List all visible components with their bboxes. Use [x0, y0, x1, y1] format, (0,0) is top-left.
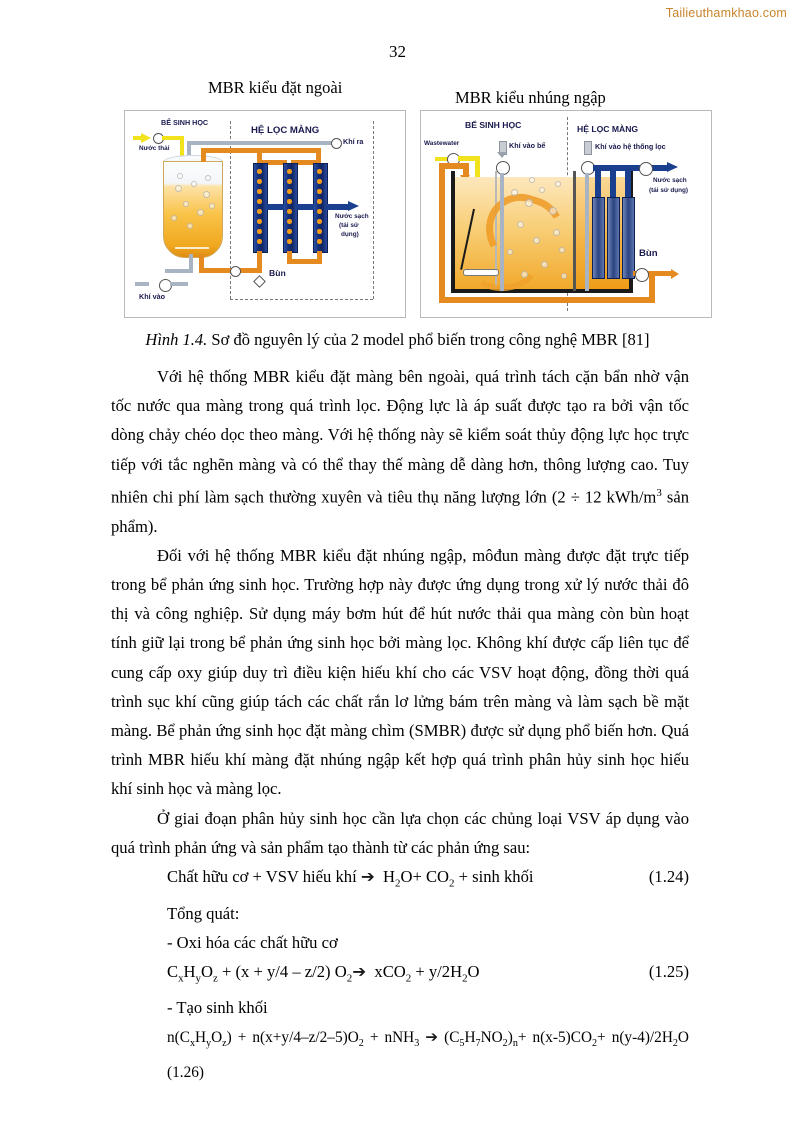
label-clean-water: Nước sạch — [335, 213, 369, 220]
equation-2-line — [111, 957, 689, 994]
label-membrane-title: HỆ LỌC MÀNG — [251, 125, 320, 136]
label-bio-tank-title: BỂ SINH HỌC — [161, 118, 209, 127]
submerged-module-3 — [622, 197, 635, 279]
arrow-icon: ➔ — [425, 1027, 439, 1046]
paragraph-2: Đối với hệ thống MBR kiểu đặt nhúng ngập, môđun màng được đặt trực tiếp trong bể phản ứng sinh học. Trường hợp này được ứng dụng trong xử lý nước thải đô thị và công nghiệp. Sử dụng máy bơm hút để hút nước thải qua màng còn bùn hoạt tính giữ lại trong bể phản ứng sinh học bởi màng lọc. Không khí được cấp liên tục để cung cấp oxy giúp duy trì điều kiện hiếu khí cho các VSV hoạt động, đồng thời quá trình sục khí cũng giúp tách các chất rắn lơ lửng bám trên màng và làm sạch bề mặt màng. Bể phản ứng sinh học đặt màng chìm (SMBR) được sử dụng phổ biến hơn. Quá trình MBR hiếu khí màng đặt nhúng ngập kết hợp quá trình phân hủy sinh học hiếu khí sinh học và màng lọc. — [111, 545, 689, 799]
pipe-grey-top — [187, 141, 335, 145]
pipe-orange-riser-bottom — [199, 254, 204, 273]
label-air-in: Khí vào — [139, 292, 165, 301]
module-dot — [257, 209, 262, 214]
module-dot — [257, 169, 262, 174]
label-air-filter: Khí vào hệ thống lọc — [595, 142, 666, 151]
mixer-blade — [463, 269, 499, 276]
pipe-recirc-bottom — [439, 297, 655, 303]
pipe-permeate-out — [326, 204, 348, 210]
arrow-icon: ➔ — [360, 866, 375, 886]
equation-1-sub1: 2 — [395, 877, 401, 890]
module-dot — [287, 199, 292, 204]
label-sludge: Bùn — [639, 248, 658, 259]
bubble — [559, 247, 565, 253]
pipe-recirc-left — [439, 163, 445, 303]
module-dot — [257, 179, 262, 184]
valve-sludge — [253, 275, 266, 288]
page-number: 32 — [389, 42, 406, 61]
equation-1 — [111, 862, 689, 899]
equation-1-b: H — [383, 866, 396, 886]
eq2-sub-h2o: 2 — [462, 972, 468, 985]
pipe-air-in — [135, 282, 149, 286]
figure-heading-right: MBR kiểu nhúng ngập — [455, 88, 606, 107]
arrow-sludge-out — [671, 269, 679, 279]
equation-3: $n(C_xH_yO_z) + n(x+y/4-z/2-5)O_2 + nNH_3$ ➔ $(C_5H_7NO_2)_n+ n(x-5)CO_2+ n(y-4)/2H_2O$ (1.26) — [167, 1027, 689, 1081]
label-bio-tank-title: BỂ SINH HỌC — [465, 120, 522, 130]
bubble — [511, 189, 518, 196]
diffuser-bar — [175, 247, 209, 249]
equation-3-line — [111, 1023, 689, 1087]
bubble — [197, 209, 204, 216]
label-influent: Wastewater — [424, 140, 460, 147]
arrow-air-tank — [497, 152, 507, 158]
module-dot — [257, 229, 262, 234]
figure-caption — [0, 330, 795, 350]
module-dot — [317, 169, 322, 174]
module-dot — [287, 239, 292, 244]
module-dot — [287, 169, 292, 174]
bioreactor-tank — [163, 161, 223, 258]
bubble — [191, 181, 197, 187]
eq3-sub-co2: 2 — [592, 1037, 598, 1049]
eq3-sub-h7: 7 — [475, 1037, 481, 1049]
module-dot — [317, 229, 322, 234]
submerged-module-1 — [592, 197, 605, 279]
label-biomass: - Tạo sinh khối — [167, 998, 268, 1018]
eq2-sub-co2: 2 — [405, 972, 412, 985]
eq3-sub-n: n — [512, 1037, 518, 1049]
module-dot — [257, 239, 262, 244]
pipe-permeate-link1 — [266, 204, 284, 210]
module-dot — [317, 199, 322, 204]
module-dot — [257, 219, 262, 224]
bubble — [205, 175, 211, 181]
paragraph-1-tail: sản phẩm). — [111, 487, 689, 536]
equation-1-d: + sinh khối — [454, 866, 534, 886]
pipe-riser-1 — [595, 169, 601, 199]
label-clean-water: Nước sạch — [653, 177, 687, 184]
valve-recirc — [230, 266, 241, 277]
bubble — [175, 185, 182, 192]
equation-2: $C_xH_yO_z + (x + y/4 - z/2)$ $O_2➔$ $xCO_2 + y/2H_2O$ (1.25) — [111, 957, 689, 994]
bubble — [183, 201, 189, 207]
eq2-sub-x: x — [178, 972, 184, 985]
eq2-sub-y: y — [195, 972, 201, 985]
module-dot — [287, 179, 292, 184]
air-inlet-filter-icon — [584, 141, 592, 155]
figure-images — [0, 110, 795, 322]
label-sludge: Bùn — [269, 268, 286, 278]
bubble — [549, 207, 557, 215]
equation-1-left: Chất hữu cơ + VSV hiếu khí — [167, 866, 357, 886]
label-influent: Nước thải — [139, 145, 170, 152]
label-air-tank: Khí vào bể — [509, 141, 546, 150]
label-general: Tổng quát: — [167, 903, 240, 923]
pipe-air-filter-down — [585, 173, 589, 291]
module-dot — [287, 219, 292, 224]
valve-permeate — [639, 162, 653, 176]
pipe-orange-drop — [201, 148, 206, 162]
bubble — [555, 181, 561, 187]
watermark-text: Tailieuthamkhao.com — [665, 6, 787, 20]
bubble — [533, 237, 540, 244]
figure-headings — [110, 78, 710, 107]
bubble — [177, 173, 183, 179]
eq2-sub-z: z — [212, 972, 218, 985]
pipe-air-in-b — [170, 282, 188, 286]
pipe-influent-down — [475, 156, 480, 178]
arrow-permeate-out — [667, 162, 678, 172]
eq3-sub-z: z — [222, 1037, 227, 1049]
label-clean-water-3: dụng) — [341, 231, 359, 238]
pipe-permeate-link2 — [296, 204, 314, 210]
bubble — [541, 261, 548, 268]
valve-air-out — [331, 138, 342, 149]
module-dot — [287, 229, 292, 234]
eq3-sub-y: y — [206, 1037, 212, 1049]
module-dot — [317, 209, 322, 214]
label-air-out: Khí ra — [343, 137, 364, 146]
bubble — [171, 215, 177, 221]
pipe-orange-botlink — [287, 259, 322, 264]
submerged-module-2 — [607, 197, 620, 279]
arrow-permeate-out — [348, 201, 359, 211]
equation-1-number: (1.24) — [648, 866, 689, 886]
diagram-mbr-submerged — [420, 110, 712, 318]
pipe-riser-2 — [610, 169, 616, 199]
module-dot — [317, 179, 322, 184]
label-clean-water-2: (tái sử — [339, 222, 359, 229]
module-dot — [317, 189, 322, 194]
eq3-sub-c5: 5 — [459, 1037, 465, 1049]
paragraph-1-text: Với hệ thống MBR kiểu đặt màng bên ngoài, quá trình tách cặn bẩn nhờ vận tốc nước qua màng trong quá trình lọc. Động lực là áp suất được tạo ra bởi vận tốc dòng chảy chéo dọc theo màng. Với hệ thống này sẽ kiểm soát thủy động lực học trực tiếp với tắc nghẽn màng và có thể thay thế màng dễ dàng hơn, thông lượng cao. Tuy nhiên chi phí làm sạch thường xuyên và tiêu thụ năng lượng lớn (2 ÷ 12 kWh/m — [111, 367, 689, 507]
equation-1-sub2: 2 — [449, 877, 455, 890]
label-clean-water-2: (tái sử dụng) — [649, 187, 689, 194]
module-dot — [317, 219, 322, 224]
label-general-line — [111, 899, 689, 928]
valve-sludge — [635, 268, 649, 282]
figure-caption-number: Hình 1.4. — [145, 330, 208, 349]
eq3-sub-o2: 2 — [358, 1037, 364, 1049]
eq3-sub-nh3: 3 — [414, 1037, 420, 1049]
bubble — [517, 221, 524, 228]
divider-dashed-bottom — [230, 299, 373, 300]
eq3-sub-h2o: 2 — [672, 1037, 678, 1049]
eq2-sub-2: 2 — [346, 972, 353, 985]
paragraph-1-superscript: 3 — [656, 486, 662, 499]
diagram-mbr-external — [124, 110, 406, 318]
label-oxidation: - Oxi hóa các chất hữu cơ — [167, 932, 338, 952]
paragraph-3: Ở giai đoạn phân hủy sinh học cần lựa chọn các chủng loại VSV áp dụng vào quá trình phản ứng và sản phẩm tạo thành từ các phản ứng sau: — [111, 808, 689, 857]
paragraph-1 — [111, 362, 689, 541]
module-dot — [287, 189, 292, 194]
bubble — [209, 203, 215, 209]
bubble — [203, 191, 210, 198]
module-dot — [317, 239, 322, 244]
bubble — [539, 187, 545, 193]
equation-1-line — [111, 862, 689, 899]
arrow-icon: ➔ — [352, 961, 367, 981]
bubble — [521, 271, 528, 278]
pipe-grey-bottom — [165, 269, 193, 273]
bubble — [553, 229, 560, 236]
label-oxidation-line — [111, 928, 689, 957]
module-dot — [257, 199, 262, 204]
bubble — [507, 249, 513, 255]
body-text — [111, 362, 689, 1087]
eq3-sub-x: x — [189, 1037, 195, 1049]
eq3-sub-no2: 2 — [502, 1037, 508, 1049]
module-dot — [257, 189, 262, 194]
bubble — [529, 177, 535, 183]
module-dot — [287, 209, 292, 214]
pipe-air-tank-down — [500, 173, 504, 291]
figure-heading-left: MBR kiểu đặt ngoài — [208, 78, 343, 97]
divider-dashed-right — [373, 121, 374, 299]
label-biomass-line — [111, 993, 689, 1022]
equation-3-number: (1.26) — [167, 1063, 204, 1081]
label-membrane-title: HỆ LỌC MÀNG — [577, 124, 639, 134]
equation-2-number: (1.25) — [648, 961, 689, 981]
equation-1-c: O+ CO — [400, 866, 450, 886]
pipe-riser-3 — [625, 169, 631, 199]
bubble — [187, 223, 193, 229]
bubble — [561, 273, 567, 279]
bubble — [525, 199, 533, 207]
pipe-influent-a — [133, 136, 143, 140]
figure-caption-text: Sơ đồ nguyên lý của 2 model phổ biến trong công nghệ MBR [81] — [207, 330, 650, 349]
tank-wall-bottom — [451, 289, 633, 293]
